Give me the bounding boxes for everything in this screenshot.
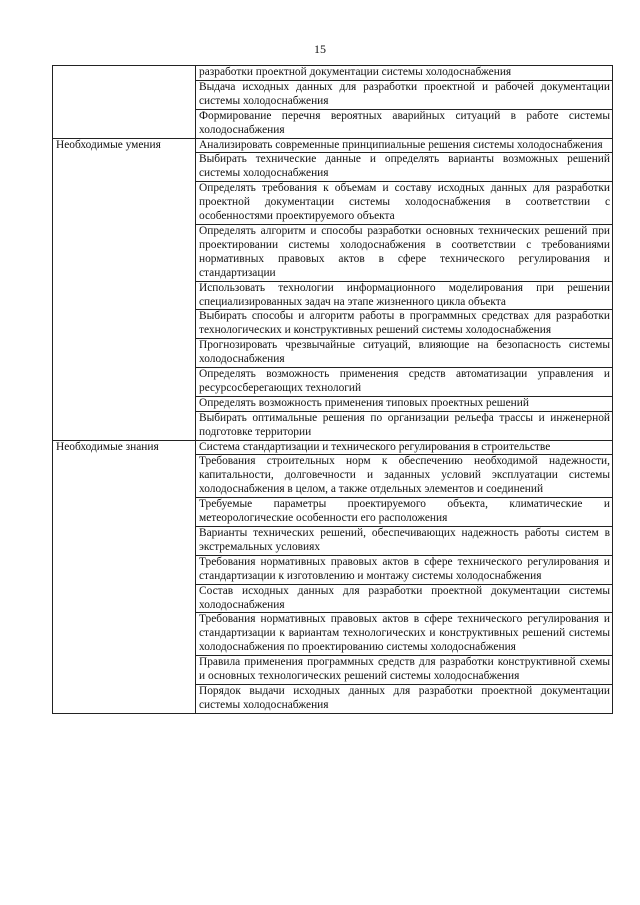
table-cell: Определять возможность применения типовых проектных решений bbox=[196, 396, 613, 411]
table-cell: Определять требования к объемам и составу исходных данных для разработки проектной документации системы холодоснабжения в соответствии с особенностями проектируемого объекта bbox=[196, 182, 613, 225]
requirements-table bbox=[52, 65, 613, 714]
page-number: 15 bbox=[314, 42, 326, 56]
table-cell: Правила применения программных средств для разработки конструктивной схемы и основных технологических решений системы холодоснабжения bbox=[196, 656, 613, 685]
table-cell: Требования нормативных правовых актов в сфере технического регулирования и стандартизации к вариантам технологических и конструктивных решений системы холодоснабжения по проектированию системы холодоснабжения bbox=[196, 613, 613, 656]
table-row bbox=[53, 66, 613, 81]
table-cell: Требуемые параметры проектируемого объекта, климатические и метеорологические особенности его расположения bbox=[196, 498, 613, 527]
table-cell: Состав исходных данных для разработки проектной документации системы холодоснабжения bbox=[196, 584, 613, 613]
row-label-cell bbox=[53, 66, 196, 139]
table-cell: Формирование перечня вероятных аварийных ситуаций в работе системы холодоснабжения bbox=[196, 109, 613, 138]
table-cell: Система стандартизации и технического регулирования в строительстве bbox=[196, 440, 613, 455]
table-cell: Определять возможность применения средств автоматизации управления и ресурсосберегающих технологий bbox=[196, 368, 613, 397]
table-cell: Требования строительных норм к обеспечению необходимой надежности, капитальности, долговечности и заданных условий эксплуатации системы холодоснабжения в целом, а также отдельных элементов и соединений bbox=[196, 455, 613, 498]
table-cell: Варианты технических решений, обеспечивающих надежность работы систем в экстремальных условиях bbox=[196, 527, 613, 556]
section-label-knowledge: Необходимые знания bbox=[53, 440, 196, 713]
table-cell: Выбирать технические данные и определять варианты возможных решений системы холодоснабжения bbox=[196, 153, 613, 182]
table-cell: Выбирать оптимальные решения по организации рельефа трассы и инженерной подготовке территории bbox=[196, 411, 613, 440]
table-cell: разработки проектной документации системы холодоснабжения bbox=[196, 66, 613, 81]
section-label-skills: Необходимые умения bbox=[53, 138, 196, 440]
table-cell: Порядок выдачи исходных данных для разработки проектной документации системы холодоснабжения bbox=[196, 684, 613, 713]
table-cell: Определять алгоритм и способы разработки основных технических решений при проектировании системы холодоснабжения в соответствии с требованиями нормативных правовых актов в сфере технического регулирования и стандартизации bbox=[196, 224, 613, 281]
table-cell: Прогнозировать чрезвычайные ситуаций, влияющие на безопасность системы холодоснабжения bbox=[196, 339, 613, 368]
table-cell: Анализировать современные принципиальные решения системы холодоснабжения bbox=[196, 138, 613, 153]
table-row bbox=[53, 440, 613, 455]
table-cell: Использовать технологии информационного моделирования при решении специализированных задач на этапе жизненного цикла объекта bbox=[196, 281, 613, 310]
table-cell: Выдача исходных данных для разработки проектной и рабочей документации системы холодоснабжения bbox=[196, 80, 613, 109]
table-row bbox=[53, 138, 613, 153]
table-cell: Выбирать способы и алгоритм работы в программных средствах для разработки технологических и конструктивных решений системы холодоснабжения bbox=[196, 310, 613, 339]
table-cell: Требования нормативных правовых актов в сфере технического регулирования и стандартизации к изготовлению и монтажу системы холодоснабжения bbox=[196, 555, 613, 584]
